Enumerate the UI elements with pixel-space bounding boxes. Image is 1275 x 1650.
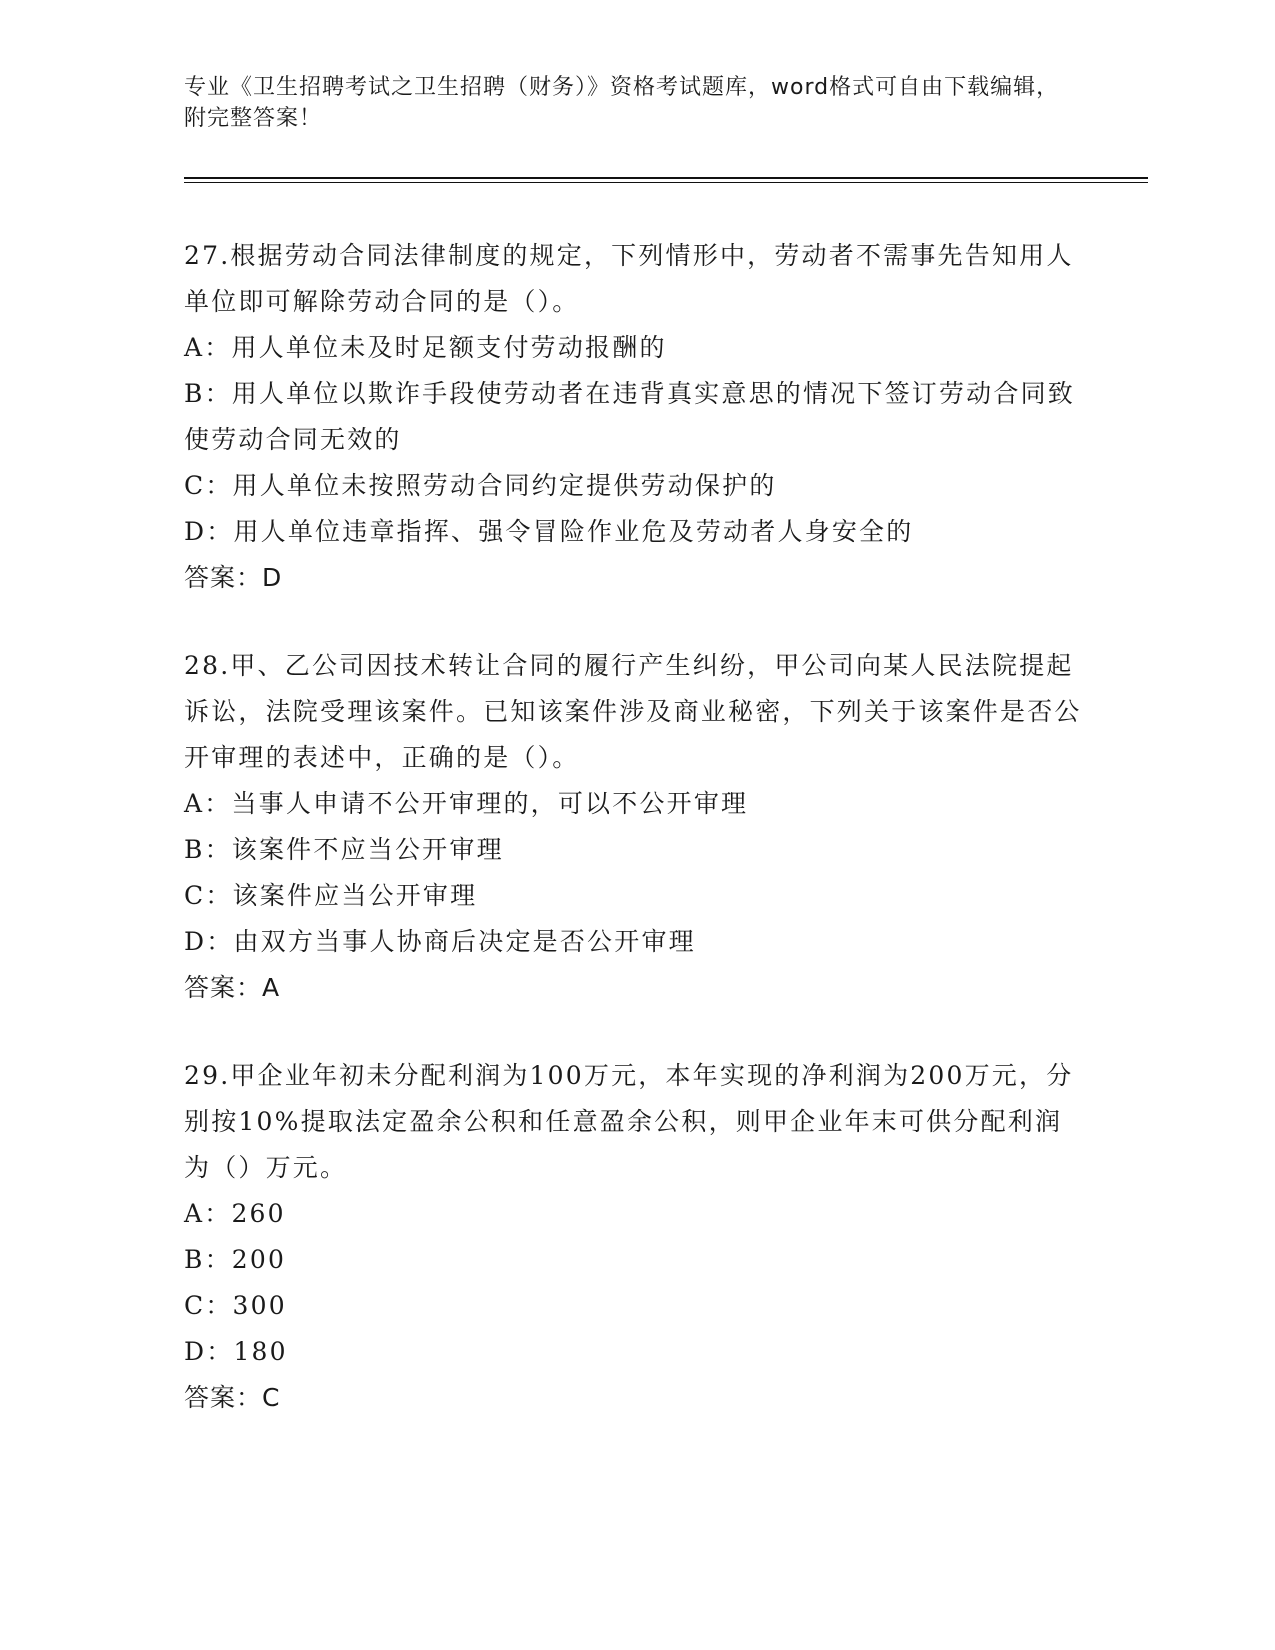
answer-label: 答案：A bbox=[184, 973, 281, 1002]
question-stem: 28.甲、乙公司因技术转让合同的履行产生纠纷，甲公司向某人民法院提起诉讼，法院受理该案件。已知该案件涉及商业秘密，下列关于该案件是否公开审理的表述中，正确的是（）。 bbox=[184, 651, 1082, 772]
question-stem: 27.根据劳动合同法律制度的规定，下列情形中，劳动者不需事先告知用人单位即可解除劳动合同的是（）。 bbox=[184, 241, 1074, 316]
option-c: C：用人单位未按照劳动合同约定提供劳动保护的 bbox=[184, 471, 777, 500]
question-stem: 29.甲企业年初未分配利润为100万元，本年实现的净利润为200万元，分别按10%提取法定盈余公积和任意盈余公积，则甲企业年末可供分配利润为（）万元。 bbox=[184, 1061, 1074, 1182]
option-c: C：该案件应当公开审理 bbox=[184, 881, 478, 910]
document-header-title: 专业《卫生招聘考试之卫生招聘（财务）》资格考试题库，word格式可自由下载编辑，附完整答案！ bbox=[184, 75, 1060, 131]
question-27 bbox=[184, 233, 1084, 601]
option-c: C：300 bbox=[184, 1291, 287, 1320]
answer-label: 答案：C bbox=[184, 1383, 281, 1412]
option-a: A：用人单位未及时足额支付劳动报酬的 bbox=[184, 333, 667, 362]
option-d: D：用人单位违章指挥、强令冒险作业危及劳动者人身安全的 bbox=[184, 517, 914, 546]
question-28 bbox=[184, 643, 1084, 1011]
option-b: B：该案件不应当公开审理 bbox=[184, 835, 504, 864]
header-divider-thin bbox=[184, 182, 1148, 183]
option-b: B：用人单位以欺诈手段使劳动者在违背真实意思的情况下签订劳动合同致使劳动合同无效的 bbox=[184, 379, 1075, 454]
option-d: D：由双方当事人协商后决定是否公开审理 bbox=[184, 927, 696, 956]
option-b: B：200 bbox=[184, 1245, 287, 1274]
answer-label: 答案：D bbox=[184, 563, 283, 592]
option-a: A：260 bbox=[184, 1199, 286, 1228]
option-d: D：180 bbox=[184, 1337, 288, 1366]
option-a: A：当事人申请不公开审理的，可以不公开审理 bbox=[184, 789, 749, 818]
question-29 bbox=[184, 1053, 1084, 1421]
header-divider-thick bbox=[184, 177, 1148, 179]
